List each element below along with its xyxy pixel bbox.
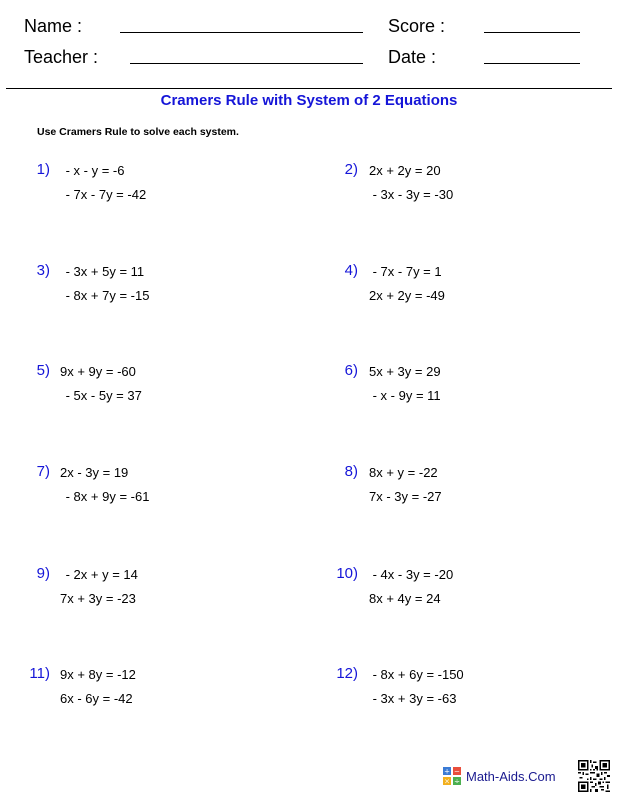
- teacher-label: Teacher :: [24, 47, 99, 67]
- problem-12: [324, 665, 584, 725]
- svg-text:−: −: [454, 767, 460, 776]
- svg-text:+: +: [444, 767, 450, 776]
- name-field[interactable]: [120, 32, 363, 33]
- problem-9: [16, 565, 276, 625]
- svg-text:÷: ÷: [454, 777, 460, 785]
- problem-number: 3): [36, 262, 50, 279]
- problem-number: 11): [29, 665, 50, 682]
- worksheet-title: Cramers Rule with System of 2 Equations: [160, 92, 458, 109]
- equation-1: 9x + 9y = -60: [60, 364, 136, 379]
- score-field[interactable]: [484, 32, 580, 33]
- equation-2: 6x - 6y = -42: [60, 691, 133, 706]
- date-label: Date :: [388, 47, 437, 67]
- equation-1: - 3x + 5y = 11: [62, 264, 145, 279]
- equation-1: 9x + 8y = -12: [60, 667, 136, 682]
- equation-1: - x - y = -6: [62, 163, 125, 178]
- equation-1: - 7x - 7y = 1: [369, 264, 442, 279]
- header-divider: [6, 88, 612, 89]
- equation-2: - 3x + 3y = -63: [369, 691, 457, 706]
- problem-8: [324, 463, 584, 523]
- teacher-field[interactable]: [130, 63, 363, 64]
- problem-5: [16, 362, 276, 422]
- equation-2: - 8x + 7y = -15: [62, 288, 150, 303]
- site-link[interactable]: Math-Aids.Com: [466, 769, 556, 784]
- problem-10: [324, 565, 584, 625]
- problem-number: 7): [36, 463, 50, 480]
- equation-1: - 2x + y = 14: [62, 567, 138, 582]
- equation-2: - 3x - 3y = -30: [369, 187, 454, 202]
- problem-6: [324, 362, 584, 422]
- problem-number: 5): [36, 362, 50, 379]
- problem-number: 12): [336, 665, 358, 682]
- equation-2: 2x + 2y = -49: [369, 288, 445, 303]
- problem-number: 2): [344, 161, 358, 178]
- equation-1: 2x - 3y = 19: [60, 465, 129, 480]
- equation-2: - 5x - 5y = 37: [62, 388, 142, 403]
- equation-1: - 8x + 6y = -150: [369, 667, 464, 682]
- calculator-icon: [443, 767, 461, 785]
- equation-1: 2x + 2y = 20: [369, 163, 441, 178]
- problem-11: [16, 665, 276, 725]
- equation-2: - x - 9y = 11: [369, 388, 441, 403]
- name-label: Name :: [24, 16, 83, 36]
- svg-text:×: ×: [444, 777, 450, 785]
- problem-number: 9): [36, 565, 50, 582]
- date-field[interactable]: [484, 63, 580, 64]
- score-label: Score :: [388, 16, 446, 36]
- equation-2: 7x - 3y = -27: [369, 489, 442, 504]
- equation-1: 5x + 3y = 29: [369, 364, 441, 379]
- instructions: Use Cramers Rule to solve each system.: [37, 126, 239, 138]
- problem-number: 8): [344, 463, 358, 480]
- equation-2: 7x + 3y = -23: [60, 591, 136, 606]
- qr-code-icon: [578, 760, 610, 792]
- problem-7: [16, 463, 276, 523]
- problem-2: [324, 161, 584, 221]
- equation-2: 8x + 4y = 24: [369, 591, 441, 606]
- equation-2: - 8x + 9y = -61: [62, 489, 150, 504]
- problem-number: 4): [344, 262, 358, 279]
- problem-1: [16, 161, 276, 221]
- equation-1: 8x + y = -22: [369, 465, 438, 480]
- problem-number: 10): [336, 565, 358, 582]
- equation-2: - 7x - 7y = -42: [62, 187, 147, 202]
- problem-3: [16, 262, 276, 322]
- problem-number: 1): [36, 161, 50, 178]
- problem-number: 6): [344, 362, 358, 379]
- equation-1: - 4x - 3y = -20: [369, 567, 454, 582]
- problem-4: [324, 262, 584, 322]
